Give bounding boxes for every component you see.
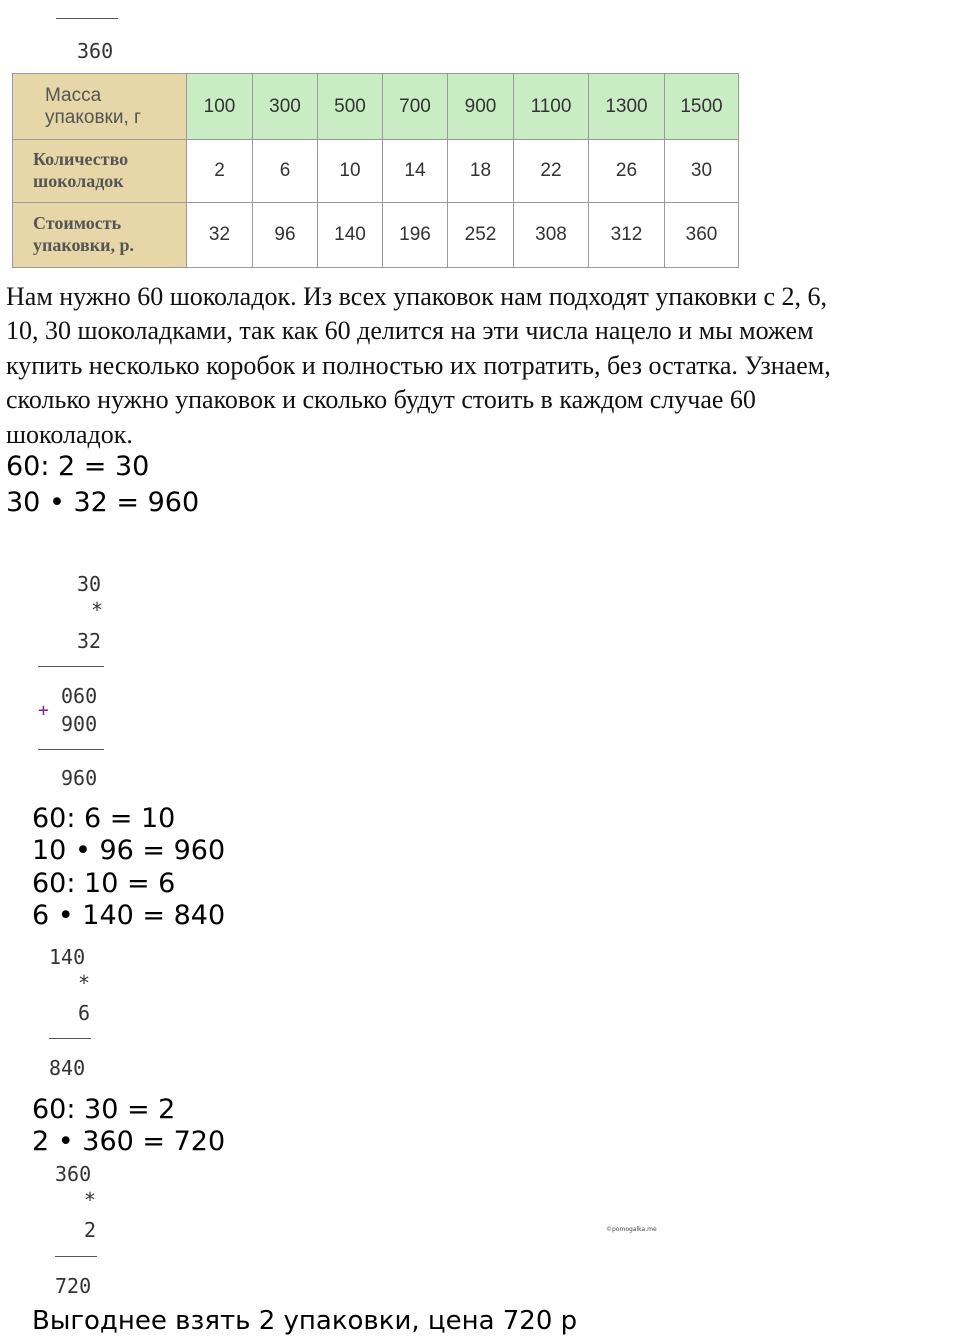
- table-cell: 100: [187, 74, 253, 140]
- watermark: ©pomogalka.me: [606, 1226, 657, 1233]
- equation: 60: 6 = 10: [32, 803, 176, 834]
- table-cell: 22: [514, 140, 589, 203]
- calc3-multiplicand: 360: [55, 1162, 92, 1186]
- calc2-rule: [49, 1038, 91, 1039]
- table-cell: 96: [253, 203, 318, 268]
- calc1-partial-2: 900: [61, 712, 98, 736]
- paragraph-line: шоколадок.: [6, 419, 133, 449]
- calc2-multiplier: 6: [78, 1001, 91, 1025]
- paragraph-line: Нам нужно 60 шоколадок. Из всех упаковок нам подходят упаковки с 2, 6,: [6, 282, 828, 311]
- table-cell: 26: [589, 140, 665, 203]
- calc2-operator: *: [78, 971, 91, 995]
- table-cell: 1500: [665, 74, 739, 140]
- equation: 6 • 140 = 840: [32, 900, 226, 931]
- table-cell: 252: [448, 203, 514, 268]
- equation: 2 • 360 = 720: [32, 1126, 226, 1157]
- calc3-rule: [55, 1256, 97, 1257]
- paragraph-line: 10, 30 шоколадками, так как 60 делится на эти числа нацело и мы можем: [6, 316, 814, 346]
- table-cell: 308: [514, 203, 589, 268]
- calc3-result: 720: [55, 1274, 92, 1298]
- table-cell: 300: [253, 74, 318, 140]
- calc3-multiplier: 2: [84, 1218, 97, 1242]
- calc1-partial-1: 060: [61, 684, 98, 708]
- calc1-rule-2: [38, 749, 104, 750]
- paragraph-line: сколько нужно упаковок и сколько будут стоить в каждом случае 60: [6, 385, 756, 415]
- table-cell: 500: [318, 74, 383, 140]
- table-cell: 14: [383, 140, 448, 203]
- chocolate-table: [12, 73, 739, 268]
- calc1-result: 960: [61, 766, 98, 790]
- table-cell: 1300: [589, 74, 665, 140]
- equation: 30 • 32 = 960: [6, 487, 200, 518]
- calc1-multiplier: 32: [77, 629, 102, 653]
- table-cell: 900: [448, 74, 514, 140]
- calc2-result: 840: [49, 1056, 86, 1080]
- row-label-count: Количество шоколадок: [13, 140, 187, 203]
- table-row-mass: [13, 74, 739, 140]
- table-cell: 2: [187, 140, 253, 203]
- equation: 60: 10 = 6: [32, 868, 176, 899]
- calc1-rule: [38, 666, 104, 667]
- equation: 10 • 96 = 960: [32, 835, 226, 866]
- table-cell: 6: [253, 140, 318, 203]
- equation: 60: 30 = 2: [32, 1094, 176, 1125]
- table-cell: 30: [665, 140, 739, 203]
- row-label-mass: Масса упаковки, г: [13, 74, 187, 140]
- explanation-paragraph: [6, 280, 958, 452]
- conclusion: Выгоднее взять 2 упаковки, цена 720 р: [32, 1306, 578, 1336]
- table-cell: 700: [383, 74, 448, 140]
- table-cell: 196: [383, 203, 448, 268]
- table-cell: 32: [187, 203, 253, 268]
- calc1-multiplicand: 30: [77, 572, 102, 596]
- calc1-plus: +: [38, 700, 49, 721]
- table-cell: 140: [318, 203, 383, 268]
- paragraph-line: купить несколько коробок и полностью их потратить, без остатка. Узнаем,: [6, 350, 831, 380]
- top-calc-rule: [56, 18, 118, 19]
- table-cell: 312: [589, 203, 665, 268]
- calc1-operator: *: [91, 598, 104, 622]
- calc3-operator: *: [84, 1188, 97, 1212]
- table-row-count: [13, 140, 739, 203]
- row-label-cost: Стоимость упаковки, р.: [13, 203, 187, 268]
- table-cell: 1100: [514, 74, 589, 140]
- top-calc-result: 360: [77, 39, 114, 63]
- table-cell: 10: [318, 140, 383, 203]
- table-cell: 360: [665, 203, 739, 268]
- table-cell: 18: [448, 140, 514, 203]
- calc2-multiplicand: 140: [49, 945, 86, 969]
- equation: 60: 2 = 30: [6, 451, 150, 482]
- table-row-cost: [13, 203, 739, 268]
